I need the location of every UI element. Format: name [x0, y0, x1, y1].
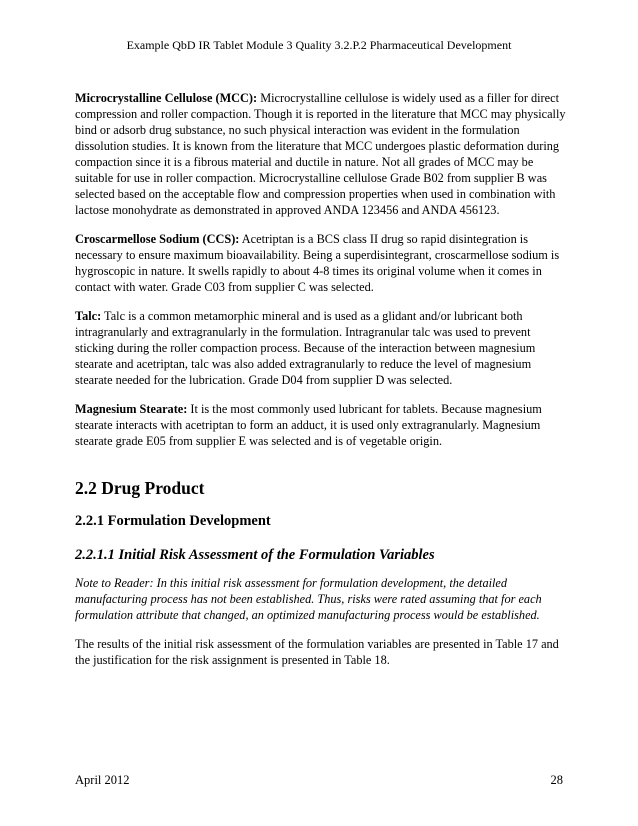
text-ccs: Acetriptan is a BCS class II drug so rapid disintegration is necessary to ensure maximum bioavailability. Being a superdisintegrant, croscarmellose sodium is hygroscopic in nature. It swells rapidly to about 4-8 times its original volume when it comes in contact with water. Grade C03 from supplier C was selected.: [75, 232, 560, 294]
footer-date: April 2012: [75, 773, 130, 787]
paragraph-mcc: [75, 90, 567, 218]
page-number: 28: [550, 773, 563, 787]
results-paragraph: The results of the initial risk assessment of the formulation variables are presented in Table 17 and the justification for the risk assignment is presented in Table 18.: [75, 637, 559, 667]
running-header: Example QbD IR Tablet Module 3 Quality 3.2.P.2 Pharmaceutical Development: [126, 38, 512, 52]
page-content: [75, 90, 567, 681]
paragraph-magnesium-stearate: [75, 401, 567, 449]
paragraph-ccs: [75, 231, 567, 295]
paragraph-talc: [75, 308, 567, 388]
term-magnesium-stearate: Magnesium Stearate:: [75, 402, 188, 416]
term-mcc: Microcrystalline Cellulose (MCC):: [75, 91, 258, 105]
term-ccs: Croscarmellose Sodium (CCS):: [75, 232, 240, 246]
text-mcc: Microcrystalline cellulose is widely used as a filler for direct compression and roller compaction. Though it is reported in the literature that MCC may physically bind or adsorb drug substance, no such physical interaction was evident in the formulation dissolution studies. It is known from the literature that MCC undergoes plastic deformation during compaction since it is a fibrous material and ductile in nature. Not all grades of MCC may be suitable for use in roller compaction. Microcrystalline cellulose Grade B02 from supplier B was selected based on the acceptable flow and compression properties when used in combination with lactose monohydrate as demonstrated in approved ANDA 123456 and ANDA 456123.: [75, 91, 566, 217]
note-to-reader: Note to Reader: In this initial risk assessment for formulation development, the detailed manufacturing process has not been established. Thus, risks were rated assuming that for each formulation attribute that changed, an optimized manufacturing process would be established.: [75, 576, 542, 622]
text-magnesium-stearate: It is the most commonly used lubricant for tablets. Because magnesium stearate interacts with acetriptan to form an adduct, it is used only extragranularly. Magnesium stearate grade E05 from supplier E was selected and is of vegetable origin.: [75, 402, 542, 448]
heading-initial-risk-assessment: 2.2.1.1 Initial Risk Assessment of the Formulation Variables: [75, 547, 435, 563]
text-talc: Talc is a common metamorphic mineral and is used as a glidant and/or lubricant both intragranularly and extragranularly in the formulation. Intragranular talc was used to prevent sticking during the roller compaction process. Because of the interaction between magnesium stearate and acetriptan, talc was also added extragranularly to reduce the level of magnesium stearate needed for the lubrication. Grade D04 from supplier D was selected.: [75, 309, 536, 387]
page-footer: [75, 773, 563, 788]
term-talc: Talc:: [75, 309, 102, 323]
heading-drug-product: 2.2 Drug Product: [75, 478, 205, 498]
heading-formulation-development: 2.2.1 Formulation Development: [75, 513, 271, 529]
